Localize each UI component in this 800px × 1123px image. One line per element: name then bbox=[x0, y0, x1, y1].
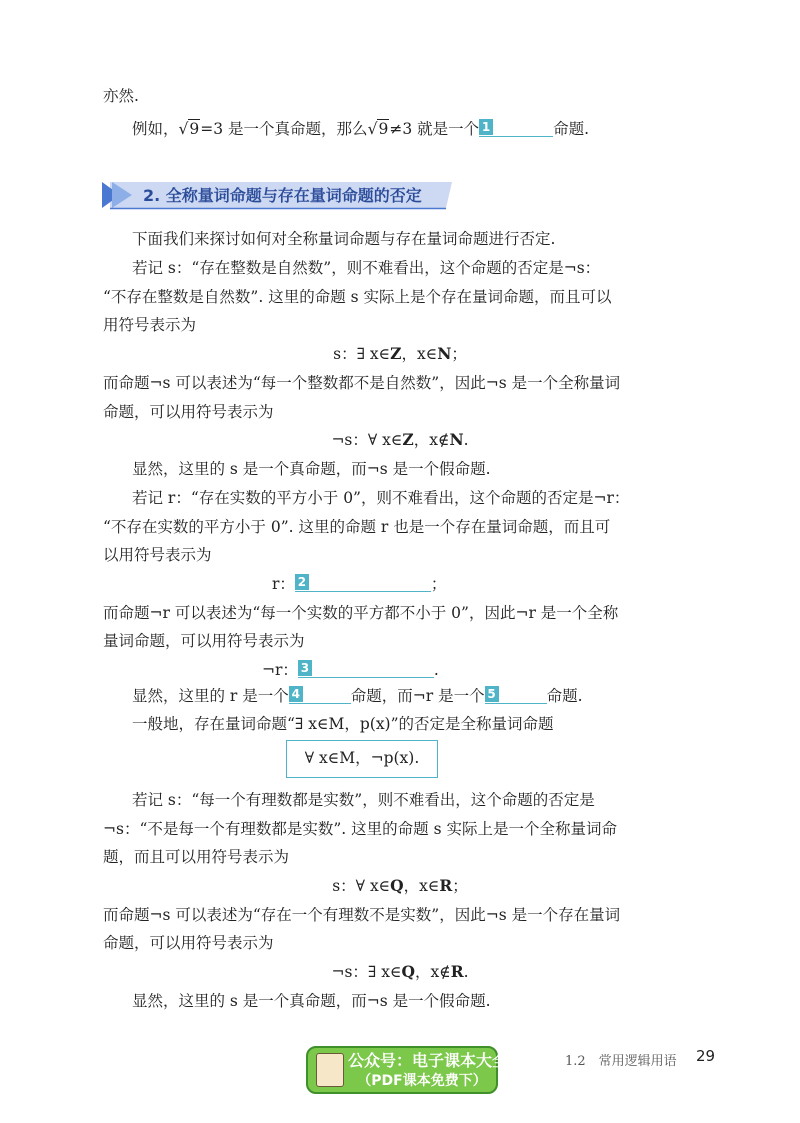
text-line: 以用符号表示为 bbox=[103, 546, 212, 564]
text-line: 题，而且可以用符号表示为 bbox=[103, 848, 290, 866]
text-line: 一般地，存在量词命题“∃ x∈M，p(x)”的否定是全称量词命题 bbox=[132, 715, 554, 733]
text-line: 而命题¬s 可以表述为“存在一个有理数不是实数”，因此¬s 是一个存在量词 bbox=[103, 906, 621, 924]
text-line: “不存在整数是自然数”. 这里的命题 s 实际上是个存在量词命题，而且可以 bbox=[103, 288, 612, 306]
formula-r: r： 2 ； bbox=[272, 575, 447, 593]
text-line: 若记 s：“每一个有理数都是实数”，则不难看出，这个命题的否定是 bbox=[132, 791, 595, 809]
section-label: 1.2 常用逻辑用语 bbox=[565, 1054, 677, 1069]
text-line: 若记 s：“存在整数是自然数”，则不难看出，这个命题的否定是¬s： bbox=[132, 259, 601, 277]
formula-not-r: ¬r： 3 . bbox=[262, 661, 439, 679]
text-line: 用符号表示为 bbox=[103, 316, 197, 334]
formula-s2: s：∀ x∈Q，x∈R； bbox=[332, 876, 468, 895]
example-sentence: 例如，√9=3 是一个真命题，那么√9≠3 就是一个 1 命题. bbox=[132, 117, 589, 141]
section-heading: 2. 全称量词命题与存在量词命题的否定 bbox=[143, 186, 422, 205]
answer-blank-2[interactable]: 2 bbox=[295, 573, 431, 592]
formula-not-s: ¬s：∀ x∈Z，x∉N. bbox=[331, 430, 469, 449]
text-line: 若记 r：“存在实数的平方小于 0”，则不难看出，这个命题的否定是¬r： bbox=[132, 489, 630, 507]
answer-blank-1[interactable]: 1 bbox=[479, 118, 553, 137]
formula-box: ∀ x∈M，¬p(x). bbox=[286, 740, 438, 778]
promo-badge bbox=[306, 1046, 509, 1094]
formula-s: s：∃ x∈Z，x∈N； bbox=[333, 344, 467, 363]
answer-blank-5[interactable]: 5 bbox=[485, 685, 547, 704]
text-line: 命题，可以用符号表示为 bbox=[103, 934, 274, 952]
paragraph-continuation: 亦然. bbox=[103, 87, 139, 105]
answer-blank-4[interactable]: 4 bbox=[289, 685, 351, 704]
text-line: 下面我们来探讨如何对全称量词命题与存在量词命题进行否定. bbox=[132, 230, 556, 248]
formula-not-s2: ¬s：∃ x∈Q，x∉R. bbox=[331, 962, 469, 981]
text-line: ¬s：“不是每一个有理数都是实数”. 这里的命题 s 实际上是一个全称量词命 bbox=[103, 820, 617, 838]
text-line: 显然，这里的 s 是一个真命题，而¬s 是一个假命题. bbox=[132, 460, 491, 478]
book-icon bbox=[316, 1053, 344, 1087]
text-line: 量词命题，可以用符号表示为 bbox=[103, 632, 305, 650]
promo-line-2: （PDF课本免费下） bbox=[357, 1073, 487, 1089]
text-line: 而命题¬r 可以表述为“每一个实数的平方都不小于 0”，因此¬r 是一个全称 bbox=[103, 604, 619, 622]
page-number: 29 bbox=[696, 1047, 716, 1065]
text-line: 而命题¬s 可以表述为“每一个整数都不是自然数”，因此¬s 是一个全称量词 bbox=[103, 374, 621, 392]
promo-line-1: 公众号：电子课本大全 bbox=[348, 1051, 509, 1070]
text-line: 命题，可以用符号表示为 bbox=[103, 403, 274, 421]
text-line: 显然，这里的 s 是一个真命题，而¬s 是一个假命题. bbox=[132, 992, 491, 1010]
sqrt-9: √9 bbox=[178, 120, 200, 138]
answer-blank-3[interactable]: 3 bbox=[298, 659, 434, 678]
text-line: “不存在实数的平方小于 0”. 这里的命题 r 也是一个存在量词命题，而且可 bbox=[103, 518, 611, 536]
sqrt-9-b: √9 bbox=[367, 120, 389, 138]
text-line: 显然，这里的 r 是一个 4 命题，而¬r 是一个 5 命题. bbox=[132, 687, 583, 705]
